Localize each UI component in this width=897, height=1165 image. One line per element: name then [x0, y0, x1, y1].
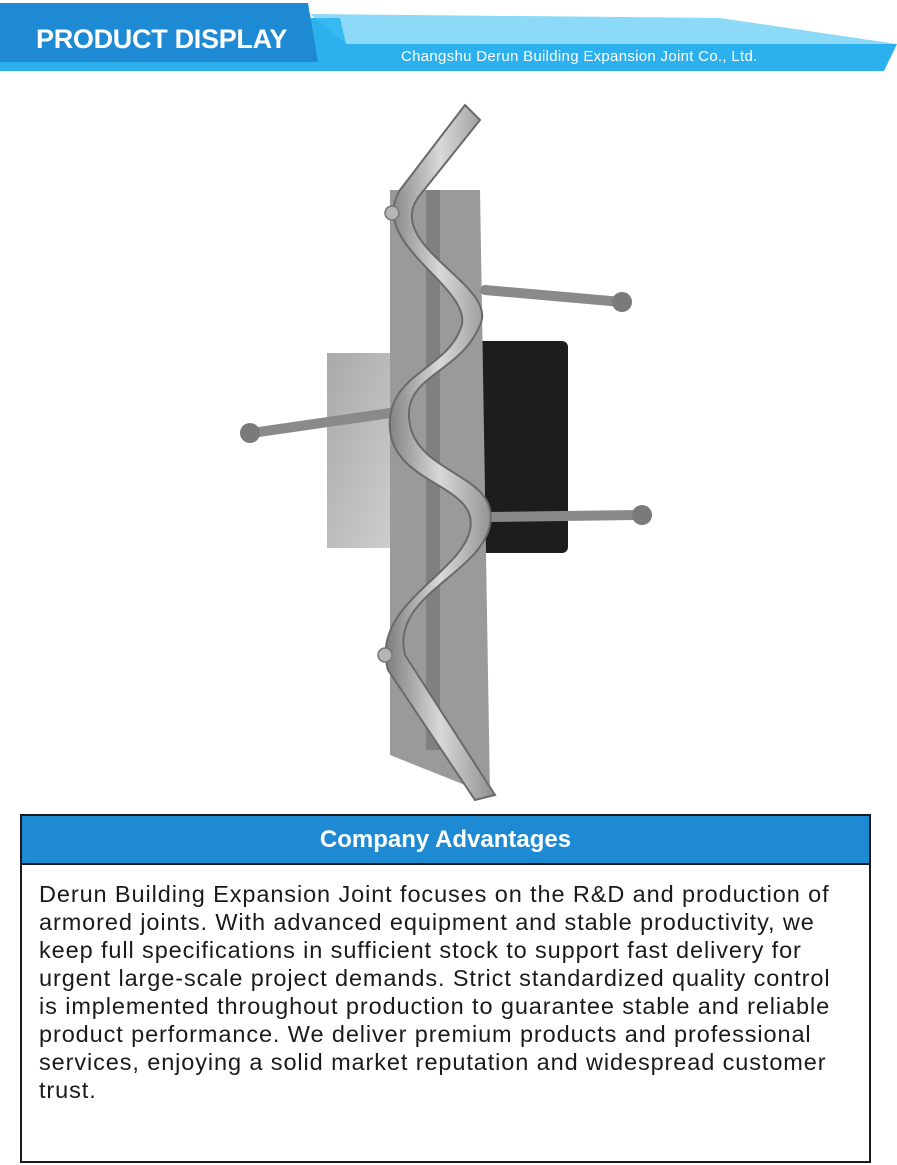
anchor-head [632, 505, 652, 525]
product-image [230, 95, 670, 805]
anchor-head [240, 423, 260, 443]
company-name: Changshu Derun Building Expansion Joint Co., Ltd. [401, 48, 758, 65]
anchor-head [612, 292, 632, 312]
bolt [378, 648, 392, 662]
company-advantages-title: Company Advantages [22, 816, 869, 865]
bolt [385, 206, 399, 220]
section-header [0, 0, 897, 72]
page-title: PRODUCT DISPLAY [36, 24, 288, 54]
company-advantages-panel [20, 814, 871, 1163]
company-advantages-text: Derun Building Expansion Joint focuses on the R&D and production of armored joints. With advanced equipment and stable productivity, we keep full specifications in sufficient stock to support fast delivery for urgent large-scale project demands. Strict standardized quality control is implemented throughout production to guarantee stable and reliable product performance. We deliver premium products and professional services, enjoying a solid market reputation and widespread customer trust. [39, 881, 831, 1103]
side-plate [327, 353, 397, 548]
